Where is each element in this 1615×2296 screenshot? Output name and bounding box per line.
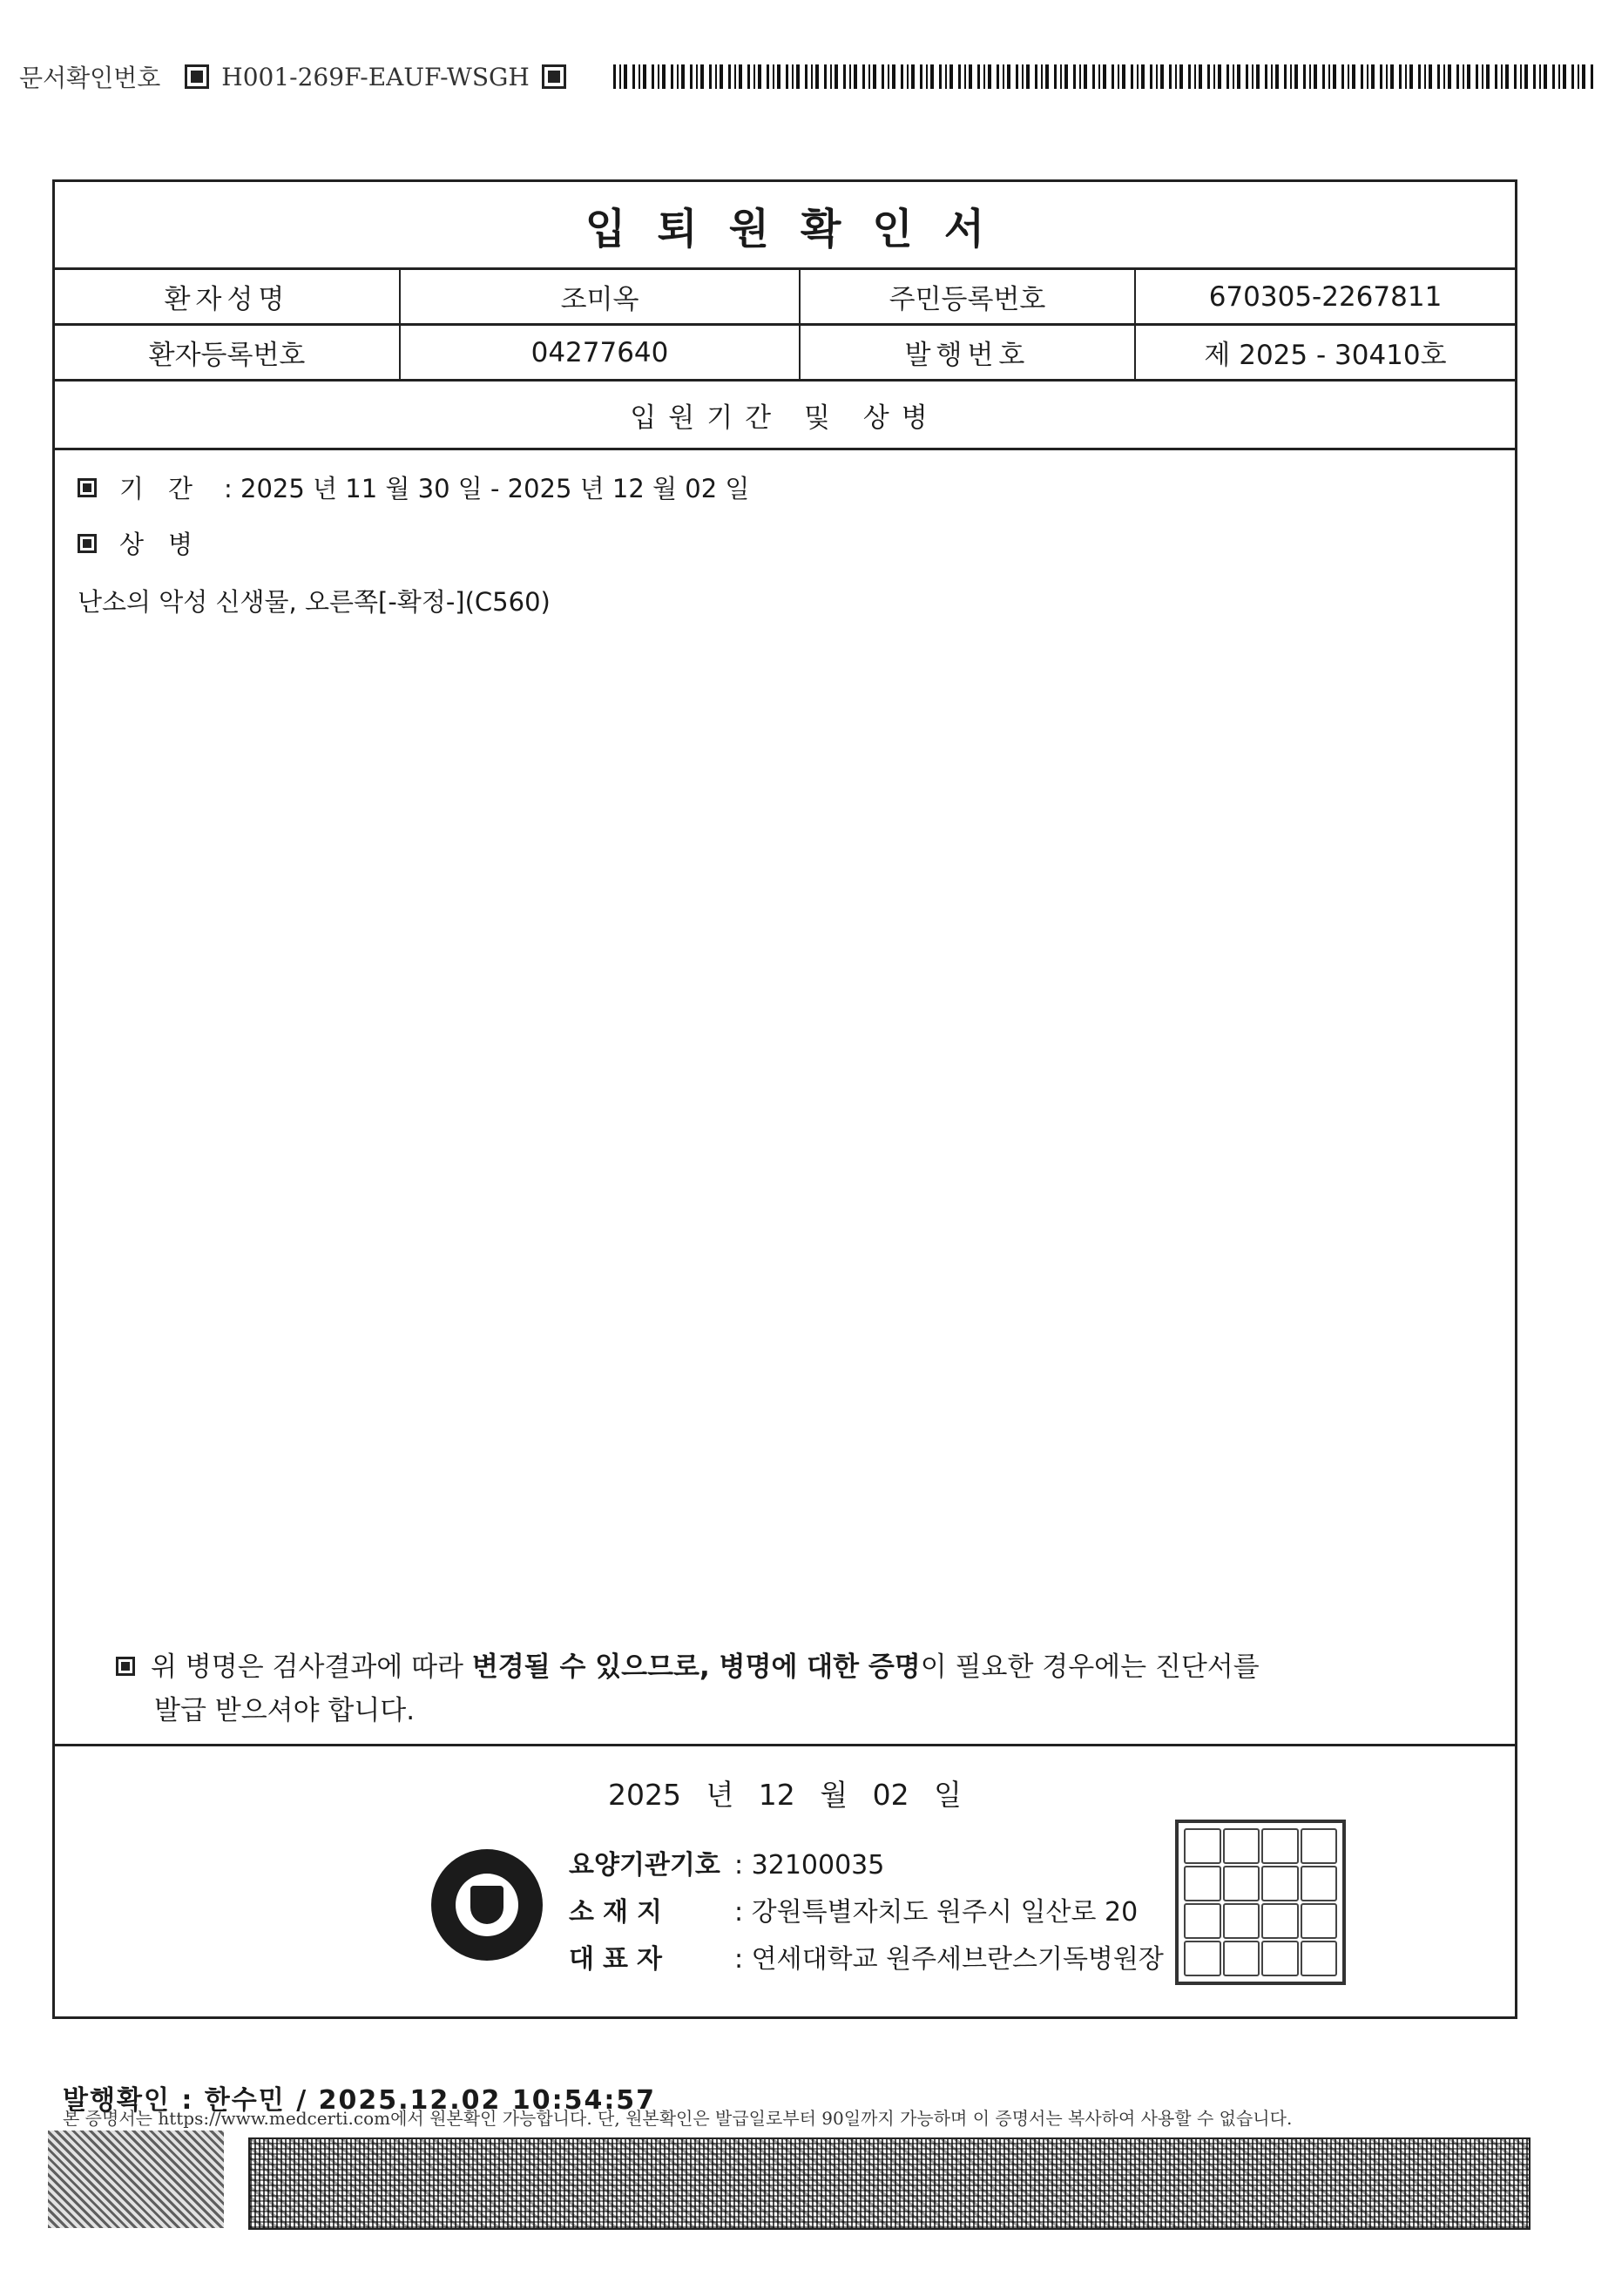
page-title: 입퇴원확인서 xyxy=(585,204,1017,253)
notice xyxy=(116,1645,1475,1732)
diagnosis-text: 난소의 악성 신생물, 오른쪽[-확정-](C560) xyxy=(78,587,551,617)
qr-code-icon xyxy=(48,2131,224,2228)
address-value: : 강원특별자치도 원주시 일산로 20 xyxy=(734,1897,1139,1928)
checkbox-icon xyxy=(185,64,209,89)
checkbox-icon xyxy=(542,64,566,89)
disease-row xyxy=(78,525,224,561)
document-header xyxy=(19,57,1596,96)
bullet-icon xyxy=(78,478,97,497)
notice-text-line2: 발급 받으셔야 합니다. xyxy=(154,1695,416,1726)
certificate-form xyxy=(52,179,1517,2019)
security-pattern-icon xyxy=(248,2137,1531,2230)
patient-name-label: 환자성명 xyxy=(55,270,401,326)
care-no-label: 요양기관기호 xyxy=(569,1850,720,1881)
patient-info-grid xyxy=(55,270,1515,382)
rep-label: 대표자 xyxy=(569,1944,671,1975)
period-row xyxy=(78,469,749,505)
notice-text-c: 이 필요한 경우에는 진단서를 xyxy=(920,1651,1260,1683)
disease-label: 상병 xyxy=(119,530,218,559)
notice-text-bold: 변경될 수 있으므로, 병명에 대한 증명 xyxy=(471,1651,921,1683)
care-no-value: : 32100035 xyxy=(734,1850,885,1881)
issuer-info xyxy=(569,1842,1164,1983)
title-row xyxy=(55,182,1515,270)
doc-check-code: H001-269F-EAUF-WSGH xyxy=(221,62,530,91)
rep-value: : 연세대학교 원주세브란스기독병원장 xyxy=(734,1944,1164,1975)
patient-name-value: 조미옥 xyxy=(401,270,801,326)
bullet-icon xyxy=(78,534,97,553)
address-label: 소재지 xyxy=(569,1897,671,1928)
barcode-icon xyxy=(613,64,1596,89)
notice-text-a: 위 병명은 검사결과에 따라 xyxy=(151,1651,472,1683)
issue-no-label: 발행번호 xyxy=(801,326,1136,382)
issuer-section xyxy=(55,1746,1515,2023)
resident-no-label: 주민등록번호 xyxy=(801,270,1136,326)
doc-check-label: 문서확인번호 xyxy=(19,64,161,92)
issue-date: 2025 년 12 월 02 일 xyxy=(607,1778,963,1812)
issue-confirm: 발행확인 : 한수민 / 2025.12.02 10:54:57 xyxy=(63,2085,657,2116)
certificate-note: 본 증명서는 https://www.medcerti.com에서 원본확인 가능합니다. 단, 원본확인은 발급일로부터 90일까지 가능하며 이 증명서는 복사하여 사용할 수 없습니다. xyxy=(63,2108,1293,2129)
bullet-icon xyxy=(116,1657,135,1676)
period-value: : 2025 년 11 월 30 일 - 2025 년 12 월 02 일 xyxy=(224,474,750,503)
official-seal-stamp xyxy=(1175,1820,1346,1985)
issue-no-value: 제 2025 - 30410호 xyxy=(1136,326,1515,382)
patient-reg-label: 환자등록번호 xyxy=(55,326,401,382)
resident-no-value: 670305-2267811 xyxy=(1136,270,1515,326)
period-label: 기간 xyxy=(119,474,218,503)
university-logo-icon xyxy=(431,1849,543,1961)
section-title: 입원기간 및 상병 xyxy=(55,382,1515,450)
patient-reg-value: 04277640 xyxy=(401,326,801,382)
body-area xyxy=(55,450,1515,1746)
